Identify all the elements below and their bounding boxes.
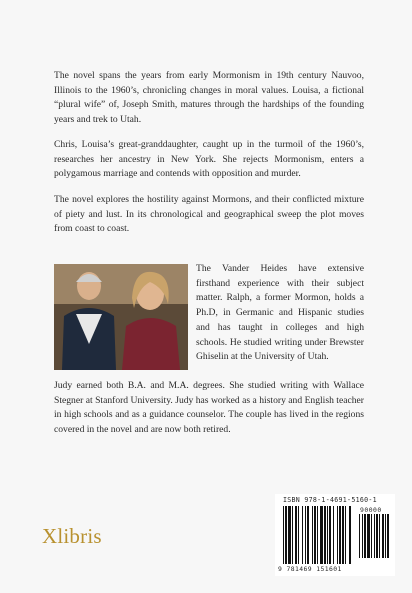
barcode-bars (275, 494, 395, 576)
synopsis-paragraph-1: The novel spans the years from early Mormonism in 19th century Nauvoo, Illinois to the 1960’s, chronicling changes in moral values. Louisa, a fictional “plural wife” of, Joseph Smith, matures through the hardships of the founding years and trek to Utah. (54, 70, 364, 126)
author-photo (54, 264, 188, 370)
bio-paragraph-2: Judy earned both B.A. and M.A. degrees. She studied writing with Wallace Stegner at Stanford University. Judy has worked as a history and English teacher in high schools and as a guidance counselor. The couple has lived in the regions covered in the novel and are now both retired. (54, 380, 364, 436)
bio-paragraph-1: The Vander Heides have extensive firsthand experience with their subject matter. Ralph, a former Mormon, holds a Ph.D, in Germanic and Hispanic studies and has taught in colleges and high schools. He studied writing under Brewster Ghiselin at the University of Utah. (196, 263, 364, 363)
synopsis-paragraph-2: Chris, Louisa’s great-granddaughter, caught up in the turmoil of the 1960’s, researches her ancestry in New York. She rejects Mormonism, enters a polygamous marriage and contends with opposition and murder. (54, 139, 364, 180)
barcode-digits: 9 781469 151601 (278, 565, 342, 573)
synopsis-paragraph-3: The novel explores the hostility against Mormons, and their conflicted mixture of piety and lust. In its chronological and geographical sweep the plot moves from coast to coast. (54, 194, 364, 235)
isbn-text: ISBN 978-1-4691-5160-1 (283, 496, 377, 504)
publisher-logo: Xlibris (42, 524, 102, 548)
isbn-barcode (275, 494, 395, 576)
price-code: 90000 (360, 506, 382, 514)
